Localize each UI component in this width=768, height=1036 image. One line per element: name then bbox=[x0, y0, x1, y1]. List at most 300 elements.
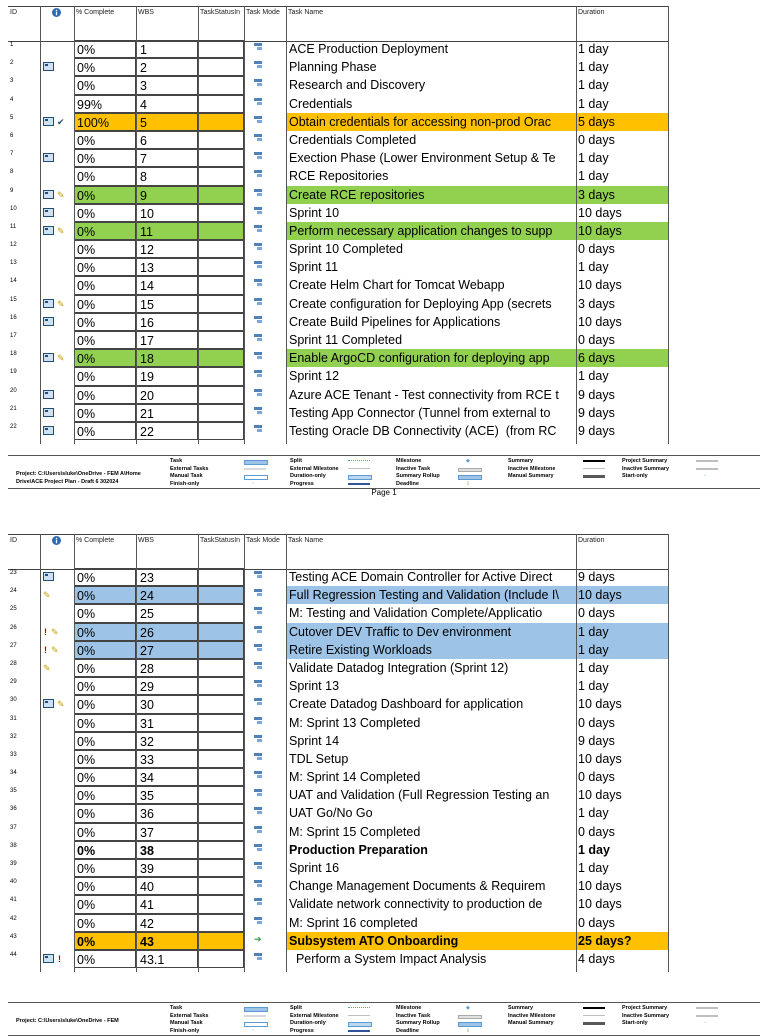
row-duration[interactable]: 1 day bbox=[578, 861, 609, 875]
row-percent-complete: 0% bbox=[74, 877, 136, 895]
row-id: 42 bbox=[10, 915, 17, 922]
row-task-status bbox=[198, 732, 244, 750]
row-wbs: 35 bbox=[136, 786, 198, 804]
manually-scheduled-icon bbox=[254, 425, 263, 434]
table-row[interactable] bbox=[8, 404, 668, 422]
table-row[interactable] bbox=[8, 131, 668, 149]
row-duration[interactable]: 10 days bbox=[578, 697, 622, 712]
table-row[interactable] bbox=[8, 113, 668, 131]
column-divider bbox=[286, 534, 287, 972]
column-divider bbox=[136, 534, 137, 972]
row-task-name[interactable]: Create Helm Chart for Tomcat Webapp bbox=[289, 278, 505, 293]
row-task-name[interactable]: Sprint 16 bbox=[289, 861, 340, 875]
header-duration[interactable]: Duration bbox=[578, 537, 605, 544]
row-wbs: 23 bbox=[136, 568, 198, 586]
row-task-name[interactable]: Production Preparation bbox=[289, 842, 428, 857]
table-row[interactable] bbox=[8, 932, 668, 950]
row-task-name[interactable]: Sprint 13 bbox=[289, 679, 340, 694]
row-task-status bbox=[198, 895, 244, 913]
table-row[interactable] bbox=[8, 895, 668, 913]
row-duration[interactable]: 0 days bbox=[578, 770, 615, 785]
row-wbs: 12 bbox=[136, 240, 198, 258]
row-duration[interactable]: 0 days bbox=[578, 915, 615, 930]
legend-label: Project Summary bbox=[622, 458, 668, 464]
manually-scheduled-icon bbox=[254, 880, 263, 889]
row-task-name[interactable]: Planning Phase bbox=[289, 60, 377, 75]
row-task-name[interactable]: Create RCE repositories bbox=[286, 186, 576, 204]
manually-scheduled-icon bbox=[254, 134, 263, 143]
manually-scheduled-icon bbox=[254, 261, 263, 270]
row-percent-complete: 0% bbox=[74, 295, 136, 313]
row-task-name[interactable]: Perform necessary application changes to supp bbox=[286, 222, 576, 240]
row-percent-complete: 0% bbox=[74, 677, 136, 695]
row-duration[interactable]: 1 day bbox=[578, 679, 609, 694]
legend-swatch: ▫ bbox=[252, 480, 254, 487]
row-percent-complete: 0% bbox=[74, 186, 136, 204]
row-wbs: 10 bbox=[136, 204, 198, 222]
row-percent-complete: 0% bbox=[74, 841, 136, 859]
row-task-name[interactable]: Credentials Completed bbox=[289, 132, 417, 147]
table-row[interactable] bbox=[8, 367, 668, 385]
row-task-status bbox=[198, 714, 244, 732]
row-duration[interactable]: 10 days bbox=[578, 314, 622, 329]
row-task-name[interactable]: Validate Datadog Integration (Sprint 12) bbox=[289, 660, 509, 675]
legend-label: Project Summary bbox=[622, 1005, 668, 1011]
calendar-icon bbox=[43, 954, 54, 963]
row-task-status bbox=[198, 695, 244, 713]
row-percent-complete: 0% bbox=[74, 240, 136, 258]
header-task-status[interactable]: TaskStatusIn bbox=[200, 537, 241, 544]
manually-scheduled-icon bbox=[254, 43, 263, 52]
row-indicators bbox=[42, 331, 74, 349]
info-icon[interactable] bbox=[52, 536, 61, 547]
row-wbs: 20 bbox=[136, 386, 198, 404]
row-task-name[interactable]: M: Sprint 13 Completed bbox=[289, 715, 421, 730]
row-wbs: 42 bbox=[136, 914, 198, 932]
warning-icon: ! bbox=[44, 644, 47, 655]
calendar-icon bbox=[43, 317, 54, 326]
row-percent-complete: 0% bbox=[74, 641, 136, 659]
row-task-status bbox=[198, 186, 244, 204]
legend-swatch bbox=[348, 483, 370, 485]
row-wbs: 28 bbox=[136, 659, 198, 677]
legend-swatch: ⇩ bbox=[466, 1027, 471, 1034]
row-task-name[interactable]: M: Testing and Validation Complete/Applicatio bbox=[289, 606, 543, 621]
legend-label: Manual Task bbox=[170, 473, 203, 479]
row-id: 9 bbox=[10, 187, 14, 194]
row-task-name[interactable]: Azure ACE Tenant - Test connectivity from RCE t bbox=[289, 387, 559, 402]
row-duration[interactable]: 1 day bbox=[578, 369, 609, 384]
legend-label: Summary bbox=[508, 1005, 534, 1011]
table-row[interactable] bbox=[8, 222, 668, 240]
row-duration[interactable]: 1 day bbox=[578, 60, 609, 75]
row-id: 1 bbox=[10, 42, 14, 48]
legend-swatch bbox=[583, 475, 605, 478]
table-row[interactable] bbox=[8, 149, 668, 167]
row-task-name[interactable]: Create Build Pipelines for Applications bbox=[289, 314, 501, 329]
table-row[interactable] bbox=[8, 95, 668, 113]
table-row[interactable] bbox=[8, 276, 668, 294]
manually-scheduled-icon bbox=[254, 771, 263, 780]
row-duration[interactable]: 0 days bbox=[578, 333, 615, 347]
manually-scheduled-icon bbox=[254, 917, 263, 926]
header-wbs[interactable]: WBS bbox=[138, 9, 154, 16]
note-icon: ✎ bbox=[57, 353, 65, 364]
table-row[interactable] bbox=[8, 641, 668, 659]
row-task-name[interactable]: Sprint 12 bbox=[289, 369, 340, 384]
row-task-name[interactable]: Exection Phase (Lower Environment Setup & Te bbox=[289, 151, 556, 166]
row-duration[interactable]: 1 day bbox=[578, 151, 609, 166]
row-task-name[interactable]: Testing ACE Domain Controller for Active Direct bbox=[289, 570, 553, 584]
row-id: 27 bbox=[10, 642, 17, 649]
row-duration[interactable]: 10 days bbox=[578, 205, 622, 220]
row-task-name[interactable]: Subsystem ATO Onboarding bbox=[286, 932, 576, 950]
row-percent-complete: 0% bbox=[74, 349, 136, 367]
row-wbs: 32 bbox=[136, 732, 198, 750]
row-duration[interactable]: 4 days bbox=[578, 951, 615, 966]
row-wbs: 22 bbox=[136, 422, 198, 440]
row-indicators bbox=[42, 695, 74, 713]
row-percent-complete: 0% bbox=[74, 914, 136, 932]
row-task-name[interactable]: UAT and Validation (Full Regression Testing an bbox=[289, 788, 550, 803]
manually-scheduled-icon bbox=[254, 680, 263, 689]
table-row[interactable] bbox=[8, 258, 668, 276]
row-task-name[interactable]: Testing Oracle DB Connectivity (ACE) (from RC bbox=[289, 423, 557, 438]
row-duration[interactable]: 10 days bbox=[578, 278, 622, 293]
row-task-name[interactable]: M: Sprint 16 completed bbox=[289, 915, 418, 930]
row-id: 5 bbox=[10, 114, 14, 121]
row-duration[interactable]: 1 day bbox=[578, 842, 610, 857]
row-id: 2 bbox=[10, 60, 14, 67]
row-task-name[interactable]: UAT Go/No Go bbox=[289, 806, 373, 821]
row-id: 35 bbox=[10, 788, 17, 795]
table-row[interactable] bbox=[8, 914, 668, 932]
row-duration[interactable]: 10 days bbox=[578, 751, 622, 766]
row-task-status bbox=[198, 167, 244, 185]
table-row[interactable] bbox=[8, 186, 668, 204]
table-row[interactable] bbox=[8, 58, 668, 76]
row-duration[interactable]: 10 days bbox=[576, 222, 668, 240]
row-percent-complete: 0% bbox=[74, 149, 136, 167]
legend-swatch bbox=[696, 1007, 718, 1009]
row-task-name[interactable]: Sprint 10 Completed bbox=[289, 242, 403, 257]
row-wbs: 30 bbox=[136, 695, 198, 713]
manually-scheduled-icon bbox=[254, 589, 263, 598]
row-id: 18 bbox=[10, 351, 17, 358]
legend-swatch: ▫ bbox=[704, 473, 706, 479]
row-percent-complete: 0% bbox=[74, 331, 136, 349]
row-task-name[interactable]: ACE Production Deployment bbox=[289, 42, 449, 56]
row-task-status bbox=[198, 258, 244, 276]
row-indicators bbox=[42, 204, 74, 222]
legend-swatch bbox=[348, 460, 370, 461]
row-duration[interactable]: 0 days bbox=[578, 606, 615, 621]
row-task-name[interactable]: Change Management Documents & Requirem bbox=[289, 879, 546, 894]
table-row[interactable] bbox=[8, 677, 668, 695]
manually-scheduled-icon bbox=[254, 98, 263, 107]
row-percent-complete: 0% bbox=[74, 895, 136, 913]
row-duration[interactable]: 3 days bbox=[578, 296, 615, 311]
row-task-name[interactable]: Cutover DEV Traffic to Dev environment bbox=[286, 623, 576, 641]
row-duration[interactable]: 1 day bbox=[578, 806, 609, 821]
row-duration[interactable]: 9 days bbox=[578, 423, 615, 438]
manually-scheduled-icon bbox=[254, 662, 263, 671]
info-icon[interactable] bbox=[52, 8, 61, 19]
table-row[interactable] bbox=[8, 659, 668, 677]
row-task-status bbox=[198, 222, 244, 240]
column-divider bbox=[244, 6, 245, 444]
row-task-name[interactable]: Research and Discovery bbox=[289, 78, 426, 93]
table-body bbox=[8, 568, 668, 968]
row-task-status bbox=[198, 804, 244, 822]
row-id: 10 bbox=[10, 205, 17, 212]
row-percent-complete: 0% bbox=[74, 422, 136, 440]
row-duration[interactable]: 9 days bbox=[578, 387, 615, 402]
calendar-icon bbox=[43, 190, 54, 199]
row-wbs: 7 bbox=[136, 149, 198, 167]
table-row[interactable] bbox=[8, 732, 668, 750]
row-id: 19 bbox=[10, 369, 17, 376]
row-duration[interactable]: 1 day bbox=[576, 623, 668, 641]
legend-swatch bbox=[583, 468, 605, 469]
row-task-name[interactable]: Enable ArgoCD configuration for deploying app bbox=[286, 349, 576, 367]
row-id: 28 bbox=[10, 660, 17, 667]
table-row[interactable] bbox=[8, 714, 668, 732]
row-task-status bbox=[198, 276, 244, 294]
legend-footer bbox=[8, 455, 760, 489]
row-task-status bbox=[198, 113, 244, 131]
row-percent-complete: 0% bbox=[74, 131, 136, 149]
row-duration[interactable]: 5 days bbox=[576, 113, 668, 131]
legend-swatch bbox=[244, 475, 268, 480]
table-row[interactable] bbox=[8, 877, 668, 895]
legend-swatch bbox=[458, 1015, 482, 1019]
header-task-name[interactable]: Task Name bbox=[288, 9, 324, 16]
row-task-name[interactable]: M: Sprint 15 Completed bbox=[289, 824, 421, 839]
table-body bbox=[8, 40, 668, 440]
table-row[interactable] bbox=[8, 950, 668, 968]
row-duration[interactable]: 0 days bbox=[578, 824, 615, 839]
row-task-name[interactable]: Create configuration for Deploying App (secrets bbox=[289, 296, 552, 311]
row-task-name[interactable]: Perform a System Impact Analysis bbox=[289, 951, 487, 966]
row-duration[interactable]: 1 day bbox=[578, 660, 609, 675]
row-percent-complete: 0% bbox=[74, 40, 136, 58]
row-task-name[interactable]: Validate network connectivity to production de bbox=[289, 897, 543, 912]
row-duration[interactable]: 0 days bbox=[578, 242, 615, 257]
row-wbs: 43.1 bbox=[136, 950, 198, 968]
header-percent-complete[interactable]: % Complete bbox=[76, 537, 115, 544]
legend-label: Deadline bbox=[396, 1027, 419, 1034]
row-indicators bbox=[42, 823, 74, 841]
row-indicators bbox=[42, 768, 74, 786]
row-duration[interactable]: 1 day bbox=[578, 260, 609, 275]
legend-label: Task bbox=[170, 1005, 183, 1011]
row-wbs: 29 bbox=[136, 677, 198, 695]
row-duration[interactable]: 1 day bbox=[578, 78, 609, 93]
legend-label: Manual Task bbox=[170, 1020, 203, 1026]
row-task-status bbox=[198, 76, 244, 94]
manually-scheduled-icon bbox=[254, 152, 263, 161]
row-task-name[interactable]: Credentials bbox=[289, 96, 353, 111]
manually-scheduled-icon bbox=[254, 807, 263, 816]
row-duration[interactable]: 25 days? bbox=[576, 932, 668, 950]
column-divider bbox=[74, 534, 75, 972]
table-row[interactable] bbox=[8, 295, 668, 313]
row-percent-complete: 0% bbox=[74, 58, 136, 76]
row-duration[interactable]: 1 day bbox=[578, 169, 609, 184]
row-id: 26 bbox=[10, 624, 17, 631]
table-row[interactable] bbox=[8, 349, 668, 367]
row-wbs: 39 bbox=[136, 859, 198, 877]
row-indicators bbox=[42, 659, 74, 677]
row-task-name[interactable]: Sprint 14 bbox=[289, 733, 340, 748]
header-id[interactable]: ID bbox=[10, 537, 17, 544]
row-task-name[interactable]: Sprint 11 bbox=[289, 260, 339, 275]
table-row[interactable] bbox=[8, 804, 668, 822]
legend-swatch bbox=[244, 1022, 268, 1027]
manually-scheduled-icon bbox=[254, 370, 263, 379]
table-row[interactable] bbox=[8, 204, 668, 222]
manually-scheduled-icon bbox=[254, 79, 263, 88]
row-id: 21 bbox=[10, 405, 17, 412]
row-wbs: 31 bbox=[136, 714, 198, 732]
row-indicators bbox=[42, 895, 74, 913]
table-row[interactable] bbox=[8, 750, 668, 768]
column-divider bbox=[136, 6, 137, 444]
row-task-name[interactable]: RCE Repositories bbox=[289, 169, 389, 184]
row-duration[interactable]: 9 days bbox=[578, 733, 615, 748]
row-duration[interactable]: 1 day bbox=[578, 96, 609, 111]
manually-scheduled-icon bbox=[254, 334, 263, 343]
table-row[interactable] bbox=[8, 623, 668, 641]
header-id[interactable]: ID bbox=[10, 9, 17, 16]
calendar-icon bbox=[43, 408, 54, 417]
row-task-name[interactable]: Obtain credentials for accessing non-prod Orac bbox=[286, 113, 576, 131]
row-duration[interactable]: 0 days bbox=[578, 132, 615, 147]
row-percent-complete: 0% bbox=[74, 623, 136, 641]
row-indicators bbox=[42, 95, 74, 113]
row-task-name[interactable]: Retire Existing Workloads bbox=[286, 641, 576, 659]
task-table bbox=[8, 6, 668, 439]
row-indicators bbox=[42, 714, 74, 732]
table-row[interactable] bbox=[8, 331, 668, 349]
row-indicators bbox=[42, 641, 74, 659]
row-indicators bbox=[42, 40, 74, 58]
row-task-status bbox=[198, 623, 244, 641]
row-task-name[interactable]: Testing App Connector (Tunnel from external to bbox=[289, 405, 551, 420]
row-task-name[interactable]: Sprint 10 bbox=[289, 205, 340, 220]
table-row[interactable] bbox=[8, 386, 668, 404]
row-wbs: 11 bbox=[136, 222, 198, 240]
legend-label: Inactive Summary bbox=[622, 1012, 670, 1019]
legend-label: Split bbox=[290, 1005, 302, 1011]
row-task-status bbox=[198, 568, 244, 586]
row-duration[interactable]: 10 days bbox=[578, 879, 622, 894]
table-row[interactable] bbox=[8, 313, 668, 331]
row-id: 16 bbox=[10, 314, 17, 321]
row-indicators bbox=[42, 313, 74, 331]
table-row[interactable] bbox=[8, 768, 668, 786]
calendar-icon bbox=[43, 117, 54, 126]
row-id: 40 bbox=[10, 879, 17, 886]
row-id: 17 bbox=[10, 333, 17, 339]
table-row[interactable] bbox=[8, 786, 668, 804]
table-row[interactable] bbox=[8, 859, 668, 877]
row-task-name[interactable]: M: Sprint 14 Completed bbox=[289, 770, 421, 785]
row-duration[interactable]: 0 days bbox=[578, 715, 615, 730]
table-row[interactable] bbox=[8, 823, 668, 841]
row-percent-complete: 0% bbox=[74, 714, 136, 732]
row-duration[interactable]: 10 days bbox=[578, 788, 622, 803]
header-task-name[interactable]: Task Name bbox=[288, 537, 324, 544]
row-duration[interactable]: 1 day bbox=[576, 641, 668, 659]
row-indicators bbox=[42, 186, 74, 204]
row-task-name[interactable]: Sprint 11 Completed bbox=[289, 333, 403, 347]
table-row[interactable] bbox=[8, 76, 668, 94]
row-id: 41 bbox=[10, 897, 17, 904]
row-percent-complete: 0% bbox=[74, 604, 136, 622]
row-indicators bbox=[42, 859, 74, 877]
manually-scheduled-icon bbox=[254, 717, 263, 726]
row-task-name[interactable]: Create Datadog Dashboard for application bbox=[289, 697, 524, 712]
row-duration[interactable]: 3 days bbox=[576, 186, 668, 204]
legend-swatch bbox=[348, 1022, 372, 1027]
header-task-status[interactable]: TaskStatusIn bbox=[200, 9, 241, 16]
row-duration[interactable]: 1 day bbox=[578, 42, 609, 56]
row-indicators bbox=[42, 113, 74, 131]
legend-swatch bbox=[244, 1015, 266, 1017]
legend-swatch bbox=[348, 1015, 370, 1016]
header-task-mode[interactable]: Task Mode bbox=[246, 537, 280, 544]
row-task-status bbox=[198, 641, 244, 659]
row-duration[interactable]: 6 days bbox=[576, 349, 668, 367]
row-percent-complete: 99% bbox=[74, 95, 136, 113]
row-task-status bbox=[198, 768, 244, 786]
table-row[interactable] bbox=[8, 841, 668, 859]
row-duration[interactable]: 9 days bbox=[578, 405, 615, 420]
row-indicators bbox=[42, 367, 74, 385]
row-task-status bbox=[198, 877, 244, 895]
row-indicators bbox=[42, 131, 74, 149]
table-row[interactable] bbox=[8, 422, 668, 440]
header-duration[interactable]: Duration bbox=[578, 9, 605, 16]
row-indicators bbox=[42, 786, 74, 804]
table-row[interactable] bbox=[8, 604, 668, 622]
row-duration[interactable]: 10 days bbox=[576, 586, 668, 604]
calendar-icon bbox=[43, 699, 54, 708]
header-percent-complete[interactable]: % Complete bbox=[76, 9, 115, 16]
header-wbs[interactable]: WBS bbox=[138, 537, 154, 544]
note-icon: ✎ bbox=[51, 626, 59, 637]
table-row[interactable] bbox=[8, 240, 668, 258]
calendar-icon bbox=[43, 353, 54, 362]
row-indicators bbox=[42, 750, 74, 768]
table-row[interactable] bbox=[8, 167, 668, 185]
row-indicators bbox=[42, 804, 74, 822]
table-row[interactable] bbox=[8, 40, 668, 58]
table-row[interactable] bbox=[8, 568, 668, 586]
legend-label: External Milestone bbox=[290, 1012, 339, 1019]
row-task-name[interactable]: Full Regression Testing and Validation (Include I\ bbox=[286, 586, 576, 604]
table-row[interactable] bbox=[8, 586, 668, 604]
row-task-name[interactable]: TDL Setup bbox=[289, 751, 349, 766]
legend-label: Inactive Summary bbox=[622, 465, 670, 472]
row-id: 7 bbox=[10, 151, 14, 158]
table-row[interactable] bbox=[8, 695, 668, 713]
row-duration[interactable]: 10 days bbox=[578, 897, 622, 912]
header-task-mode[interactable]: Task Mode bbox=[246, 9, 280, 16]
row-duration[interactable]: 9 days bbox=[578, 570, 615, 584]
